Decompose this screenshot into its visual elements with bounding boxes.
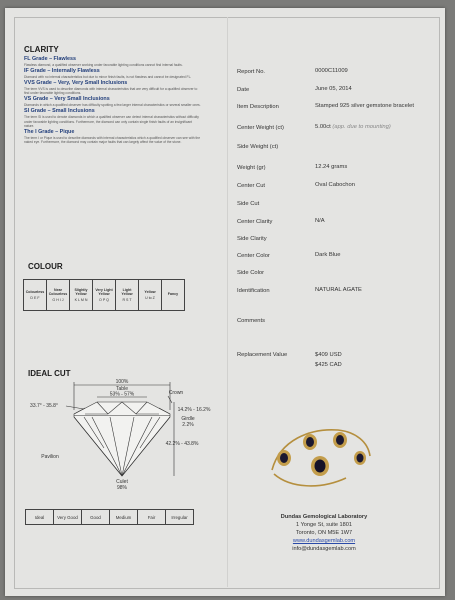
colour-cell [93,280,116,311]
column-divider [227,17,228,587]
culet-label: Culet [116,479,128,485]
clarity-title: CLARITY [24,45,59,54]
grade-description: Flawless diamond, a qualified observer working under favorable lighting conditions cannot find internal faults. [24,63,183,67]
colour-name: Very Light Yellow [95,288,113,296]
report-number-value: 0000C11009 [315,68,348,74]
colour-name: Slightly Yellow [74,288,88,296]
crown-angle-pointer [66,406,84,409]
colour-codes: G H I J [52,298,64,302]
grade-name: FL Grade – Flawless [24,56,77,62]
clarity-grade-fl [24,56,202,67]
cut-grade-cell: Irregular [166,510,194,525]
weight-gr-value: 12.24 grams [315,164,348,170]
grade-description: The term SI is used to denote diamonds in which a qualified observer can detect internal characteristics without difficulty under favorable lighting conditions. Furthermore, the diamond can only contain single finish faults of an insignificant nature. [24,115,199,128]
grade-name: VVS Grade – Very, Very Small Inclusions [24,80,128,87]
colour-codes: D E F [30,296,40,300]
colour-name: Fancy [167,292,179,296]
bracelet-photo [260,400,380,500]
colour-name: Light Yellow [121,288,133,296]
cut-grade-cell: Good [82,510,110,525]
center-weight-value [315,124,440,131]
replacement-value-label: Replacement Value [237,352,288,358]
grade-description: The term I or Pique is used to describe diamonds with internal characteristics which a qualified observer can see with the naked eye. Furthermore, the diamond may contain major faults that can largely affect the value of the stone. [24,135,201,144]
lab-email[interactable]: info@dundasgemlab.com [292,546,356,552]
colour-scale-table [23,279,185,311]
crown-label: Crown [168,390,184,396]
agate-stone [280,453,288,463]
side-weight-label: Side Weight (ct) [237,144,279,150]
grade-description: The term VVS is used to describe diamonds with internal characteristics that are very difficult for a qualified observer to find under favorable lighting conditions. [24,87,198,96]
colour-cell [70,280,93,311]
colour-name: Colourless [25,290,45,294]
cut-grade-cell: Ideal [26,510,54,525]
cut-grade-cell: Medium [110,510,138,525]
center-color-label: Center Color [237,253,270,259]
center-cut-value: Oval Cabochon [315,182,355,188]
colour-name: Yellow [144,290,156,294]
clarity-grades-list [24,56,202,145]
center-clarity-label: Center Clarity [237,219,273,225]
diamond-proportions-diagram [22,376,222,494]
center-cut-label: Center Cut [237,183,266,189]
grade-name: SI Grade – Small Inclusions [24,108,95,115]
grade-name: IF Grade – Internally Flawless [24,68,100,75]
side-cut-label: Side Cut [237,201,260,207]
grade-name: The I Grade – Pique [24,128,75,135]
comments-label: Comments [237,318,266,324]
clarity-grade-si [24,108,202,127]
item-description-label: Item Description [237,104,279,110]
colour-codes: R S T [122,298,132,302]
replacement-usd: $409 USD [315,352,342,358]
item-description-value: Stamped 925 silver gemstone bracelet [315,103,414,109]
center-weight-note: (app. due to mounting) [332,124,391,130]
cut-grade-table [25,509,194,525]
side-color-label: Side Color [237,270,265,276]
ideal-cut-title: IDEAL CUT [28,369,71,378]
date-label: Date [237,87,250,93]
side-clarity-label: Side Clarity [237,236,267,242]
culet-value: 98% [116,485,128,491]
colour-cell [47,280,70,311]
pavilion-depth: 42.2% - 43.8% [165,441,199,447]
pavilion-label: Pavilion [41,454,59,460]
colour-name: Near Colourless [48,288,68,296]
center-color-value: Dark Blue [315,252,341,258]
identification-label: Identification [237,288,270,294]
center-weight-amount: 5.00ct [315,124,331,130]
lab-name: Dundas Gemological Laboratory [280,514,368,520]
cut-grade-cell: Fair [138,510,166,525]
date-value: June 05, 2014 [315,86,352,92]
grade-name: VS Grade – Very Small Inclusions [24,96,110,103]
replacement-cad: $425 CAD [315,362,342,368]
agate-stone [336,435,344,445]
colour-cell [162,280,185,311]
diamond-outline [74,402,170,476]
lab-contact-block [244,513,404,553]
clarity-grade-if [24,68,202,79]
clarity-grade-i [24,129,202,144]
total-label: 100% [115,379,129,385]
center-clarity-value: N/A [315,218,325,224]
crown-height: 14.2% - 16.2% [177,407,211,413]
lab-website-link[interactable]: www.dundasgemlab.com [292,538,356,544]
colour-codes: K L M N [74,298,88,302]
agate-stone [357,454,364,463]
colour-codes: O P Q [99,298,109,302]
weight-gr-label: Weight (gr) [237,165,266,171]
cut-grade-cell: Very Good [54,510,82,525]
agate-stone [315,460,326,473]
bracelet-stones [277,432,366,476]
identification-value: NATURAL AGATE [315,287,362,293]
crown-angle: 33.7° - 35.8° [30,403,58,409]
agate-stone [306,437,314,447]
clarity-grade-vvs [24,80,202,95]
colour-cell [116,280,139,311]
report-number-label: Report No. [237,69,266,75]
girdle-label: Girdle [181,416,195,422]
bracelet-chain-lower [274,474,346,486]
clarity-grade-vs [24,96,202,107]
colour-title: COLOUR [28,262,63,271]
colour-codes: U to Z [145,296,155,300]
colour-cell [24,280,47,311]
center-weight-label: Center Weight (ct) [237,125,284,131]
girdle-value: 2.2% [182,422,194,428]
table-range: 53% - 57% [109,391,135,398]
colour-cell [139,280,162,311]
grade-description: Diamond with no internal characteristics but due to minor finish faults, is not flawless and cannot be designated FL. [24,75,192,80]
lab-address-line1: 1 Yonge St, suite 1801 [296,522,352,528]
lab-address-line2: Toronto, ON M5E 1W7 [295,530,353,536]
table-label: Table [116,386,128,392]
grade-description: Diamonds in which a qualified observer has difficulty spotting a few larger internal characteristics or several smaller ones. [24,103,201,108]
